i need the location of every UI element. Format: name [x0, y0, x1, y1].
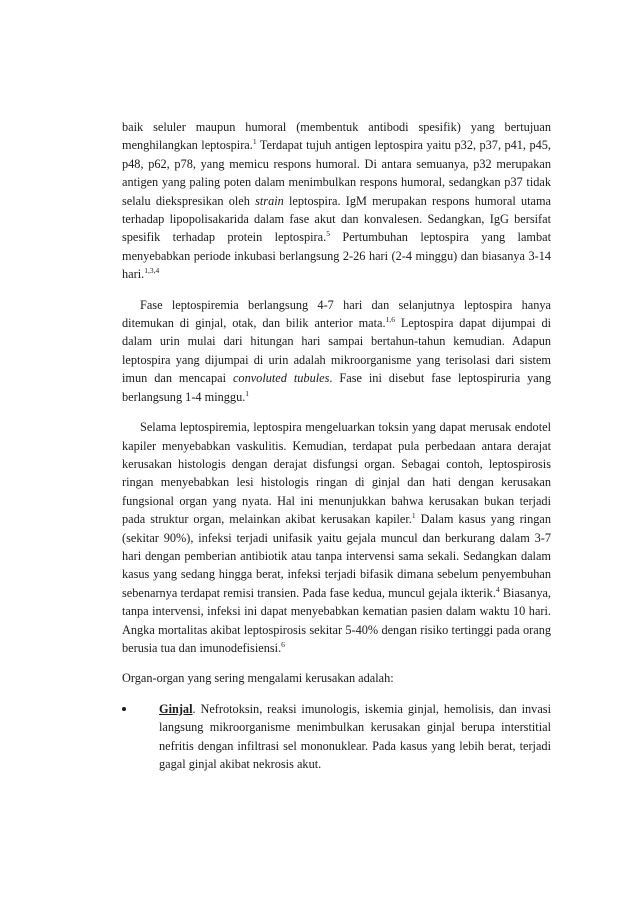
citation: 6: [281, 639, 285, 649]
citation: 4: [495, 584, 500, 594]
list-item-term: Ginjal: [159, 701, 193, 716]
p2-text-c: . Fase ini disebut fase leptospiruria yang berlangsung 1-4 minggu.: [122, 371, 551, 404]
citation: 1: [252, 137, 257, 147]
paragraph-1: [122, 118, 551, 284]
organ-list: [122, 700, 551, 774]
p2-text-a: Fase leptospiremia berlangsung 4-7 hari dan selanjutnya leptospira hanya ditemukan di ginjal, otak, dan bilik anterior mata.: [122, 297, 551, 331]
citation: 1,6: [385, 315, 395, 325]
paragraph-4: Organ-organ yang sering mengalami kerusakan adalah:: [122, 671, 394, 686]
p1-text-b: Terdapat tujuh antigen leptospira yaitu p32, p37, p41, p45, p48, p62, p78, yang memicu respons humoral. Di antara semuanya, p32 merupakan antigen yang paling poten dalam menimbulkan respons humoral, sedangkan p37 tidak selalu diekspresikan oleh: [122, 138, 551, 208]
citation: 1,3,4: [144, 266, 160, 276]
p2-text-b: Leptospira dapat dijumpai di dalam urin mulai dari hitungan hari sampai bertahun-tahun kemudian. Adapun leptospira yang dijumpai di urin adalah mikroorganisme yang terisolasi dari sistem imun dan mencapai: [122, 316, 552, 386]
list-item-text: . Nefrotoksin, reaksi imunologis, iskemia ginjal, hemolisis, dan invasi langsung mikroorganisme menimbulkan kerusakan ginjal berupa interstitial nefritis dengan infiltrasi sel mononuklear. Pada kasus yang lebih berat, terjadi gagal ginjal akibat nekrosis akut.: [159, 701, 551, 771]
body-text: [122, 118, 551, 773]
paragraph-2: [122, 296, 551, 406]
p1-text-a: baik seluler maupun humoral (membentuk antibodi spesifik) yang bertujuan menghilangkan leptospira.: [122, 120, 551, 153]
citation: 5: [326, 229, 330, 239]
p3-text-b: Dalam kasus yang ringan (sekitar 90%), infeksi terjadi unifasik yaitu gejala muncul dan berkurang dalam 3-7 hari dengan pemberian antibiotik atau tanpa intervensi sama sekali. Sedangkan dalam kasus yang sedang hingga berat, infeksi terjadi bifasik dimana sebelum penyembuhan sebenarnya terdapat remisi transien. Pada fase kedua, muncul gejala ikterik.: [122, 512, 551, 600]
italic-term: convoluted tubules: [232, 371, 330, 386]
italic-term: strain: [255, 193, 284, 208]
citation: 1: [411, 511, 416, 521]
p1-text-c: leptospira. IgM merupakan respons humoral utama terhadap lipopolisakarida dalam fase akut dan konvalesen. Sedangkan, IgG bersifat spesifik terhadap protein leptospira.: [122, 193, 551, 245]
paragraph-3: [122, 418, 551, 657]
p1-text-d: Pertumbuhan leptospira yang lambat menyebabkan periode inkubasi berlangsung 2-26 hari (2-4 minggu) dan biasanya 3-14 hari.: [122, 230, 551, 282]
p3-text-a: Selama leptospiremia, leptospira mengeluarkan toksin yang dapat merusak endotel kapiler menyebabkan vaskulitis. Kemudian, terdapat pula perbedaan antara derajat kerusakan histologis dengan derajat disfungsi organ. Sebagai contoh, leptospirosis ringan menyebabkan lesi histologis ringan di ginjal dan hati dengan kerusakan fungsional organ yang nyata. Hal ini menunjukkan bahwa kerusakan bukan terjadi pada struktur organ, melainkan akibat kerusakan kapiler.: [122, 420, 551, 527]
p3-text-c: Biasanya, tanpa intervensi, infeksi ini dapat menyebabkan kematian pasien dalam waktu 10 hari. Angka mortalitas akibat leptospirosis sekitar 5-40% dengan risiko tertinggi pada orang berusia tua dan imunodefisiensi.: [122, 585, 551, 655]
list-item: [122, 700, 551, 774]
citation: 1: [245, 388, 250, 398]
